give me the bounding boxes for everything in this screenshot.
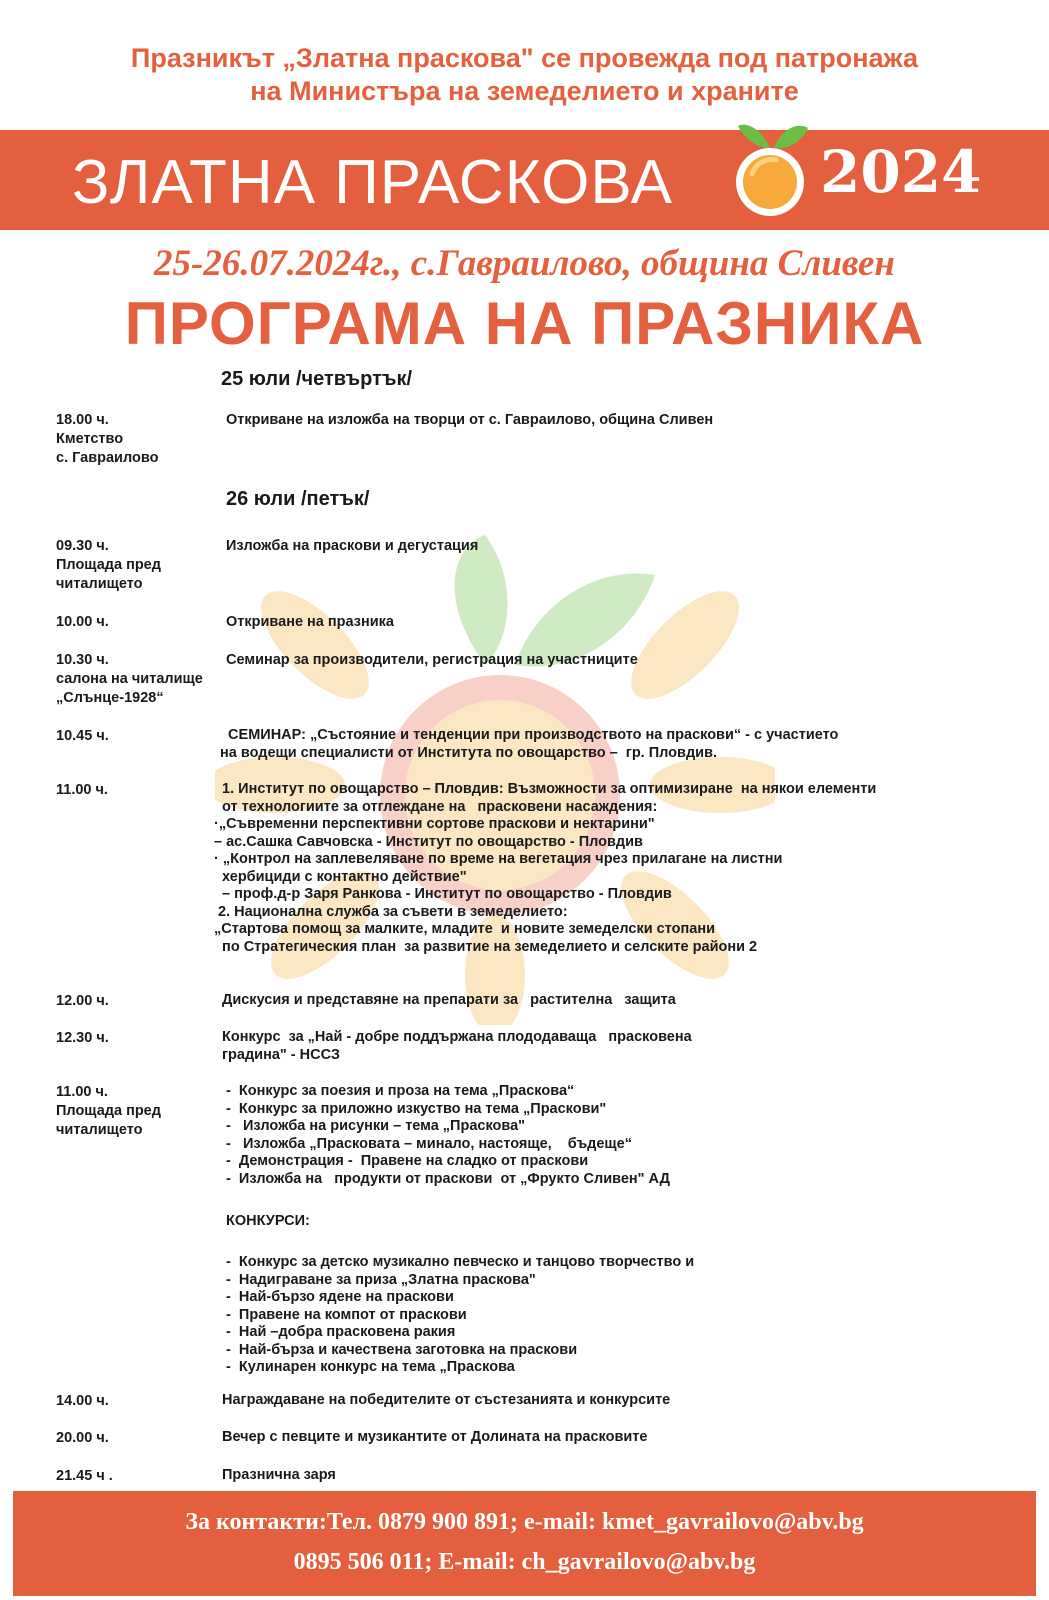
- event-time: 10.30 ч. салона на читалище „Слънце-1928“: [56, 652, 203, 706]
- day1-heading: 25 юли /четвъртък/: [221, 368, 413, 390]
- event-time: 14.00 ч.: [56, 1393, 109, 1409]
- event-description: Вечер с певците и музикантите от Долината на прасковите: [222, 1429, 648, 1445]
- event-time: 10.45 ч.: [56, 728, 109, 744]
- event-time: 12.00 ч.: [56, 993, 109, 1009]
- event-time: 11.00 ч.: [56, 782, 108, 798]
- event-description: Дискусия и представяне на препарати за растителна защита: [222, 992, 676, 1008]
- event-time: 18.00 ч. Кметство с. Гавраилово: [56, 412, 159, 466]
- festival-title: ЗЛАТНА ПРАСКОВА: [72, 148, 674, 217]
- contact-footer: [13, 1491, 1036, 1596]
- date-location: 25-26.07.2024г., с.Гавраилово, община Сливен: [154, 243, 895, 284]
- contact-line-1: За контакти:Тел. 0879 900 891; e-mail: kmet_gavrailovo@abv.bg: [185, 1509, 864, 1535]
- event-description: Празнична заря: [222, 1467, 336, 1483]
- event-time: 12.30 ч.: [56, 1030, 109, 1046]
- event-description: - Конкурс за поезия и проза на тема „Праскова“ - Конкурс за приложно изкуство на тема „Праскови" - Изложба на рисунки – тема „Праскова" - Изложба „Прасковата – минало, настояще, бъдеще“ - Демонстрация - Правене на сладко от праскови - Изложба на продукти от праскови от „Фрукто Сливен" АД: [226, 1083, 670, 1187]
- peach-logo-icon: [730, 116, 814, 222]
- festival-year: 2024: [820, 138, 982, 206]
- contests-heading: КОНКУРСИ:: [226, 1213, 310, 1229]
- event-description: Конкурс за „Най - добре поддържана плододаваща прасковена градина" - НССЗ: [222, 1029, 692, 1063]
- event-time: 10.00 ч.: [56, 614, 109, 630]
- title-banner: [0, 130, 1049, 230]
- event-time: 20.00 ч.: [56, 1430, 109, 1446]
- event-description: Изложба на праскови и дегустация: [226, 538, 479, 554]
- event-time: 09.30 ч. Площада пред читалището: [56, 538, 161, 592]
- event-description: 1. Институт по овощарство – Пловдив: Възможности за оптимизиране на някои елементи от технологиите за отглеждане на прасковени насаждения: ·„Съвременни перспективни сортове праскови и нектарини" – ас.Сашка Савчовска - Институт по овощарство - Пловдив · „Контрол на заплевеляване по време на вегетация чрез прилагане на листни хербициди с контактно действие" – проф.д-р Заря Ранкова - Институт по овощарство - Пловдив 2. Национална служба за съвети в земеделието: „Стартова помощ за малките, младите и новите земеделски стопани по Стратегическия план за развитие на земеделието и селските райони 2: [214, 781, 877, 955]
- patronage-line-2: на Министъра на земеделието и храните: [250, 76, 799, 106]
- patronage-line-1: Празникът „Златна праскова" се провежда под патронажа: [130, 43, 919, 73]
- program-title: ПРОГРАМА НА ПРАЗНИКА: [124, 290, 925, 357]
- event-time: 21.45 ч .: [56, 1468, 113, 1484]
- day2-heading: 26 юли /петък/: [226, 488, 370, 510]
- event-description: Откриване на изложба на творци от с. Гавраилово, община Сливен: [226, 412, 714, 428]
- patronage-text: [0, 42, 1049, 108]
- event-description: Награждаване на победителите от състезанията и конкурсите: [222, 1392, 671, 1408]
- event-description: СЕМИНАР: „Състояние и тенденции при производството на праскови“ - с участието на водещи специалисти от Института по овощарство – гр. Пловдив.: [220, 727, 839, 761]
- event-time: 11.00 ч. Площада пред читалището: [56, 1084, 161, 1138]
- event-description: Откриване на празника: [226, 614, 394, 630]
- contests-list: - Конкурс за детско музикално певческо и танцово творчество и - Надиграване за приза „Златна праскова" - Най-бързо ядене на праскови - Правене на компот от праскови - Най –добра прасковена ракия - Най-бърза и качествена заготовка на праскови - Кулинарен конкурс на тема „Праскова: [226, 1254, 695, 1375]
- contact-line-2: 0895 506 011; E-mail: ch_gavrailovo@abv.bg: [293, 1549, 756, 1575]
- event-description: Семинар за производители, регистрация на участниците: [226, 652, 638, 668]
